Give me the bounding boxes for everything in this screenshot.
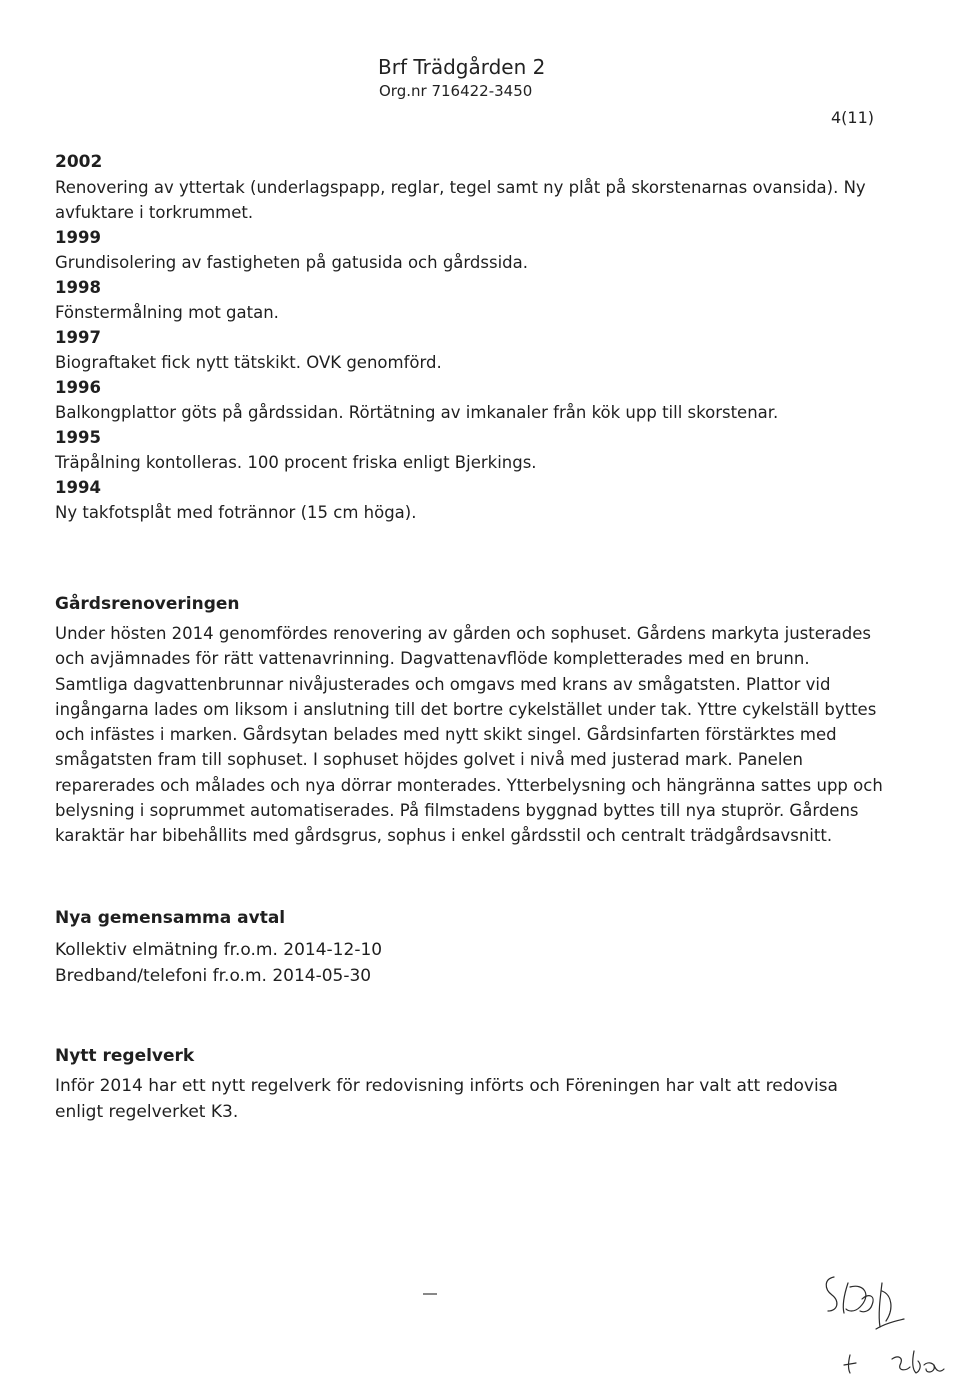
association-name: Brf Trädgården 2 (378, 55, 546, 79)
history-year: 1999 (55, 228, 101, 247)
history-text: Balkongplattor göts på gårdssidan. Rörtätning av imkanaler från kök upp till skorstenar. (55, 403, 779, 422)
history-year: 1994 (55, 478, 101, 497)
avtal-section (55, 905, 885, 989)
agreement-line: Bredband/telefoni fr.o.m. 2014-05-30 (55, 965, 372, 986)
history-year: 1995 (55, 428, 101, 447)
section-heading: Nya gemensamma avtal (55, 907, 286, 928)
handwritten-initials-signature (820, 1265, 955, 1385)
regelverk-section (55, 1043, 885, 1125)
history-text: Renovering av yttertak (underlagspapp, reglar, tegel samt ny plåt på skorstenarnas ovansida). Ny avfuktare i torkrummet. (55, 178, 866, 222)
history-text: Biograftaket fick nytt tätskikt. OVK genomförd. (55, 353, 442, 372)
section-body: Under hösten 2014 genomfördes renovering av gården och sophuset. Gårdens markyta justerades och avjämnades för rätt vattenavrinning. Dagvattenavflöde kompletterades med en brunn. Samtliga dagvattenbrunnar nivåjusterades och omgavs med krans av smågatsten. Plattor vid ingångarna lades om liksom i anslutning till det bortre cykelstället under tak. Yttre cykelställ byttes och infästes i marken. Gårdsytan belades med nytt skikt singel. Gårdsinfarten förstärktes med smågatsten fram till sophuset. I sophuset höjdes golvet i nivå med justerad mark. Panelen reparerades och målades och nya dörrar monterades. Ytterbelysning och hängränna sattes upp och belysning i soprummet automatiserades. På filmstadens byggnad byttes till nya stuprör. Gårdens karaktär har bibehållits med gårdsgrus, sophus i enkel gårdsstil och centralt trädgårdsavsnitt. (55, 624, 883, 846)
history-text: Grundisolering av fastigheten på gatusida och gårdssida. (55, 253, 528, 272)
page-content (55, 150, 885, 1125)
gardsrenoveringen-section (55, 591, 885, 849)
history-year: 2002 (55, 152, 103, 172)
org-number: Org.nr 716422-3450 (379, 82, 533, 100)
history-text: Ny takfotsplåt med fotrännor (15 cm höga). (55, 503, 417, 522)
section-heading: Gårdsrenoveringen (55, 594, 240, 614)
page-number: 4(11) (830, 108, 874, 127)
history-year: 1997 (55, 328, 101, 347)
history-year: 1996 (55, 378, 101, 397)
section-body: Inför 2014 har ett nytt regelverk för redovisning införts och Föreningen har valt att redovisa enligt regelverket K3. (55, 1075, 838, 1122)
page-dash-mark (423, 1293, 437, 1295)
history-text: Träpålning kontolleras. 100 procent friska enligt Bjerkings. (55, 453, 537, 472)
history-text: Fönstermålning mot gatan. (55, 303, 279, 322)
agreement-line: Kollektiv elmätning fr.o.m. 2014-12-10 (55, 939, 383, 960)
history-section (55, 150, 885, 525)
history-year: 1998 (55, 278, 101, 297)
section-heading: Nytt regelverk (55, 1045, 195, 1066)
